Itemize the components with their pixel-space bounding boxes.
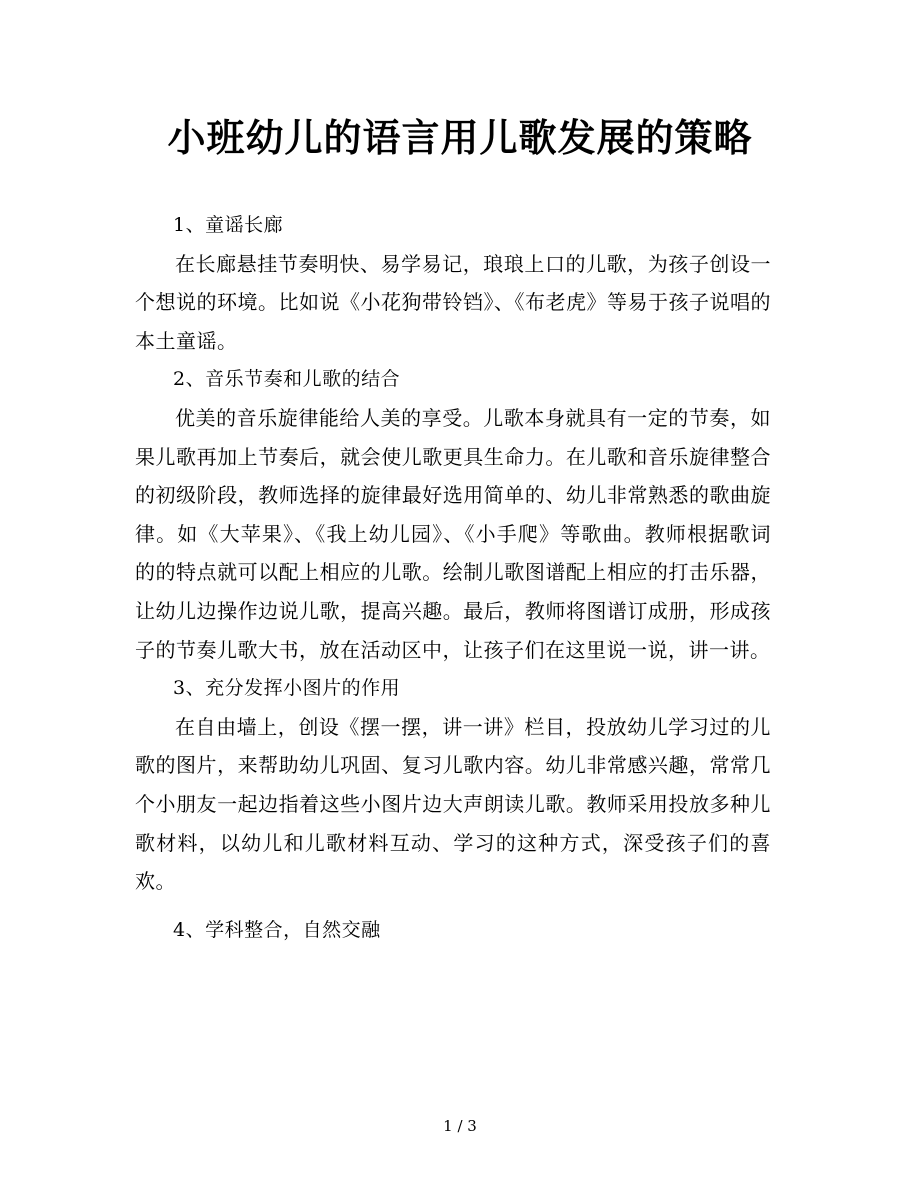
section-paragraph: 优美的音乐旋律能给人美的享受。儿歌本身就具有一定的节奏，如果儿歌再加上节奏后，就会使儿歌更具生命力。在儿歌和音乐旋律整合的初级阶段，教师选择的旋律最好选用简单的、幼儿非常熟悉的歌曲旋律。如《大苹果》、《我上幼儿园》、《小手爬》等歌曲。教师根据歌词的的特点就可以配上相应的儿歌。绘制儿歌图谱配上相应的打击乐器，让幼儿边操作边说儿歌，提高兴趣。最后，教师将图谱订成册，形成孩子的节奏儿歌大书，放在活动区中，让孩子们在这里说一说，讲一讲。 — [135, 405, 771, 662]
section-heading: 2、音乐节奏和儿歌的结合 — [173, 368, 401, 391]
document-title: 小班幼儿的语言用儿歌发展的策略 — [167, 115, 753, 160]
document-body — [135, 206, 771, 949]
page-number: 1 / 3 — [443, 1117, 477, 1135]
section-heading: 1、童谣长廊 — [173, 214, 284, 236]
section-paragraph: 在长廊悬挂节奏明快、易学易记，琅琅上口的儿歌，为孩子创设一个想说的环境。比如说《小花狗带铃铛》、《布老虎》等易于孩子说唱的本土童谣。 — [135, 251, 771, 353]
section-heading: 4、学科整合，自然交融 — [173, 918, 381, 941]
section-paragraph: 在自由墙上，创设《摆一摆，讲一讲》栏目，投放幼儿学习过的儿歌的图片，来帮助幼儿巩固、复习儿歌内容。幼儿非常感兴趣，常常几个小朋友一起边指着这些小图片边大声朗读儿歌。教师采用投放多种儿歌材料，以幼儿和儿歌材料互动、学习的这种方式，深受孩子们的喜欢。 — [135, 714, 771, 894]
section-heading: 3、充分发挥小图片的作用 — [173, 677, 401, 700]
